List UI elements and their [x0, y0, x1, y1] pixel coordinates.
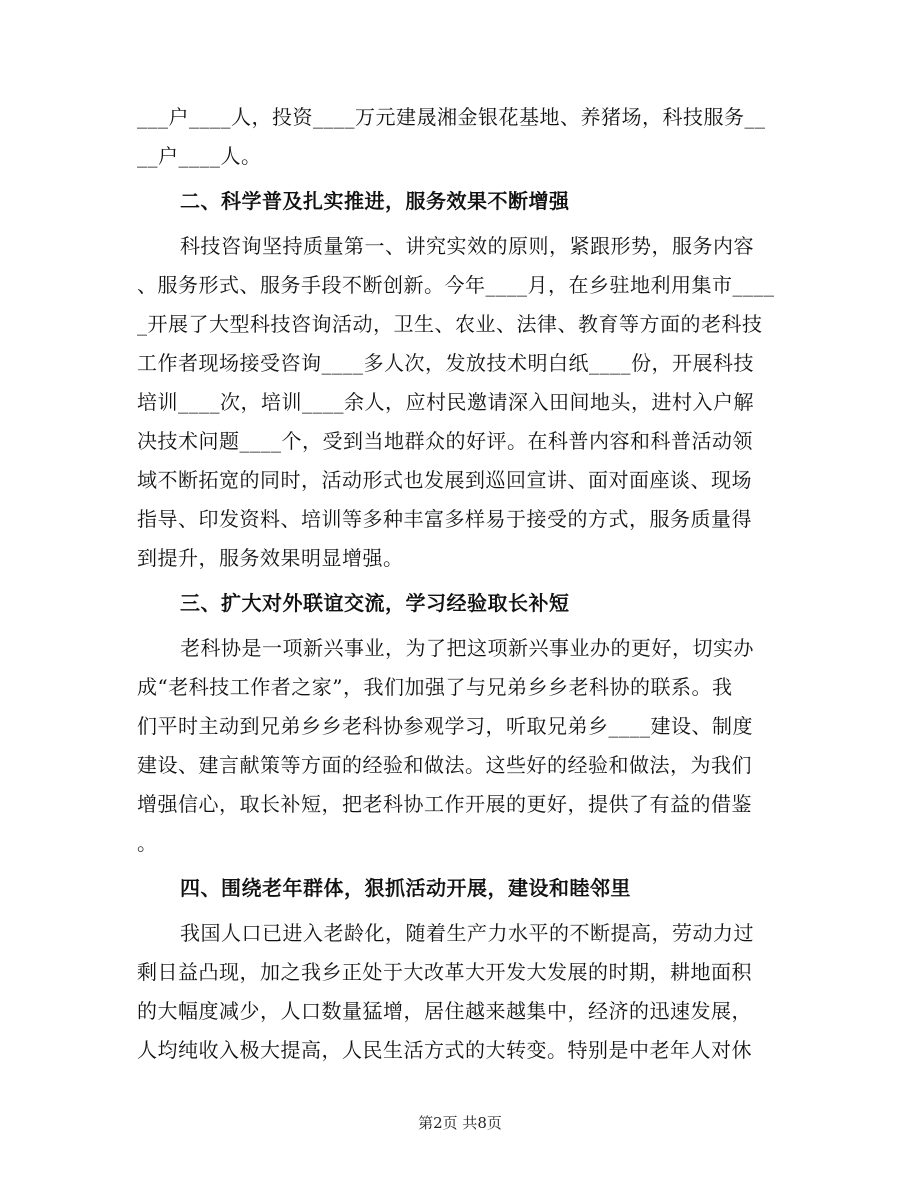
text-line: 们平时主动到兄弟乡乡老科协参观学习，听取兄弟乡____建设、制度 — [137, 714, 753, 738]
text-line: __户____人。 — [137, 144, 262, 168]
text-line: 培训____次，培训____余人，应村民邀请深入田间地头，进村入户解 — [137, 390, 754, 414]
text-line: 人均纯收入极大提高，人民生活方式的大转变。特别是中老年人对休 — [137, 1038, 752, 1062]
section-heading-4: 四、围绕老年群体，狠抓活动开展，建设和睦邻里 — [180, 876, 631, 900]
paragraph-1 — [137, 98, 777, 176]
text-line: 建设、建言献策等方面的经验和做法。这些好的经验和做法，为我们 — [137, 753, 752, 777]
text-line: 决技术问题____个，受到当地群众的好评。在科普内容和科普活动领 — [137, 429, 753, 453]
text-line: 科技咨询坚持质量第一、讲究实效的原则，紧跟形势，服务内容 — [180, 234, 754, 258]
text-line: 我国人口已进入老龄化，随着生产力水平的不断提高，劳动力过 — [180, 921, 754, 945]
text-line: 工作者现场接受咨询____多人次，发放技术明白纸____份，开展科技 — [137, 351, 754, 375]
text-line: 、服务形式、服务手段不断创新。今年____月，在乡驻地利用集市____ — [137, 273, 775, 297]
text-line: 。 — [137, 831, 158, 855]
text-line: 成“老科技工作者之家”，我们加强了与兄弟乡乡老科协的联系。我 — [137, 675, 733, 699]
text-line: 老科协是一项新兴事业，为了把这项新兴事业办的更好，切实办 — [180, 636, 754, 660]
section-heading-2: 二、科学普及扎实推进，服务效果不断增强 — [180, 189, 570, 213]
page-number-footer: 第2页 共8页 — [418, 1114, 502, 1132]
text-line: 的大幅度减少，人口数量猛增，居住越来越集中，经济的迅速发展， — [137, 999, 752, 1023]
document-body — [137, 98, 777, 1070]
text-line: 剩日益凸现，加之我乡正处于大改革大开发大发展的时期，耕地面积 — [137, 960, 752, 984]
text-line: ___户____人，投资____万元建晟湘金银花基地、养猪场，科技服务__ — [137, 105, 766, 129]
text-line: _开展了大型科技咨询活动，卫生、农业、法律、教育等方面的老科技 — [137, 312, 763, 336]
paragraph-3 — [137, 629, 777, 863]
text-line: 域不断拓宽的同时，活动形式也发展到巡回宣讲、面对面座谈、现场 — [137, 468, 752, 492]
text-line: 到提升，服务效果明显增强。 — [137, 546, 404, 570]
section-heading-3: 三、扩大对外联谊交流，学习经验取长补短 — [180, 591, 570, 615]
text-line: 增强信心，取长补短，把老科协工作开展的更好，提供了有益的借鉴 — [137, 792, 752, 816]
text-line: 指导、印发资料、培训等多种丰富多样易于接受的方式，服务质量得 — [137, 507, 752, 531]
paragraph-2 — [137, 227, 777, 578]
paragraph-4 — [137, 914, 777, 1070]
